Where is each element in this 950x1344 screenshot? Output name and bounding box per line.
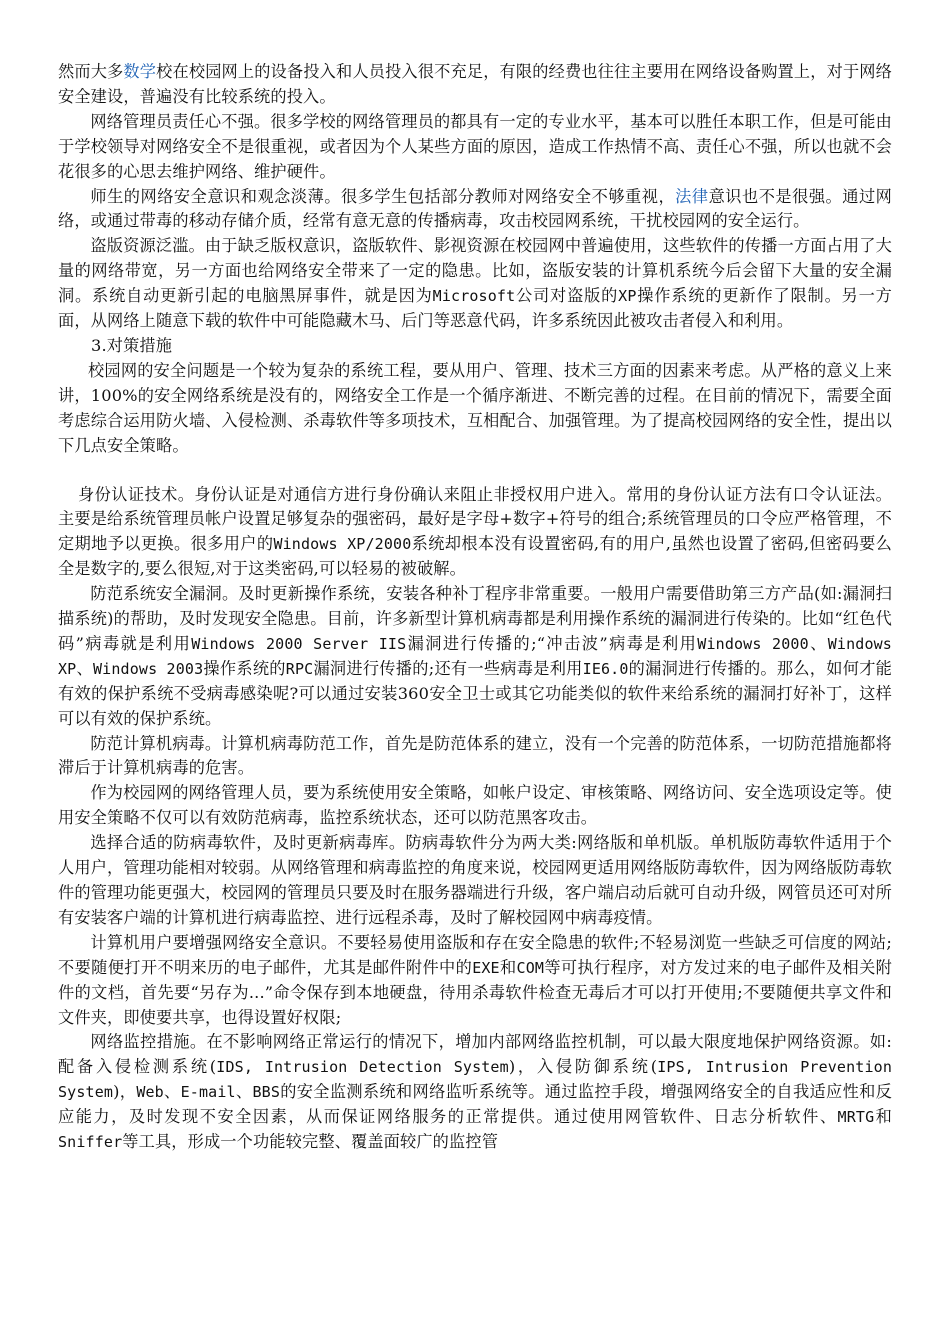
paragraph-term: Windows 2000 Server IIS [191, 634, 407, 653]
paragraph-term: Sniffer [58, 1133, 123, 1152]
paragraph-countermeasures-intro: 校园网的安全问题是一个较为复杂的系统工程，要从用户、管理、技术三方面的因素来考虑。从严格的意义上来讲，100%的安全网络系统是没有的，网络安全工作是一个循序渐进、不断完善的过程。在目前的情况下，需要全面考虑综合运用防火墙、入侵检测、杀毒软件等多项技术，互相配合、加强管理。为了提高校园网络的安全性，提出以下几点安全策略。 [58, 360, 892, 455]
paragraph-text: 的漏洞进行传播的。那么，如何才能有效的保护系统不受病毒感染呢?可以通过安装360安全卫士或其它功能类似的软件来给系统的漏洞打好补丁，这样可以有效的保护系统。 [58, 658, 893, 728]
paragraph-text: 校在校园网上的设备投入和人员投入很不充足，有限的经费也往往主要用在网络设备购置上，对于网络安全建设，普遍没有比较系统的投入。 [58, 62, 892, 106]
paragraph-security-awareness [58, 185, 892, 235]
paragraph-authentication [58, 483, 892, 583]
paragraph-text: 漏洞进行传播的;还有一些病毒是利用 [313, 658, 583, 678]
paragraph-text: 、 [76, 658, 93, 678]
paragraph-piracy [58, 234, 892, 334]
paragraph-text: 操作系统的 [203, 658, 286, 678]
blank-line [58, 459, 892, 483]
paragraph-text: 操作系统的更新作了限制。另一方面，从网络上随意下载的软件中可能隐藏木马、后门等恶意代码，许多系统因此被攻击者侵入和利用。 [58, 286, 892, 331]
paragraph-vulnerabilities [58, 582, 892, 731]
paragraph-term: Windows 2000 [697, 634, 809, 653]
paragraph-text: 师生的网络安全意识和观念淡薄。很多学生包括部分教师对网络安全不够重视， [90, 186, 676, 206]
paragraph-security-policy: 作为校园网的网络管理人员，要为系统使用安全策略，如帐户设定、审核策略、网络访问、安全选项设定等。使用安全策略不仅可以有效防范病毒，监控系统状态，还可以防范黑客攻击。 [58, 783, 892, 828]
paragraph-text: 公司对盗版的 [515, 286, 619, 306]
paragraph-text: 和 [874, 1107, 892, 1127]
paragraph-admin-responsibility: 网络管理员责任心不强。很多学校的网络管理员的都具有一定的专业水平，基本可以胜任本职工作，但是可能由于学校领导对网络安全不是很重视，或者因为个人某些方面的原因，造成工作热情不高、责任心不强，所以也就不会花很多的心思去维护网络、维护硬件。 [58, 111, 892, 181]
paragraph-term: E-mail [180, 1083, 236, 1102]
paragraph-funding [58, 60, 892, 110]
paragraph-term: Microsoft [432, 287, 516, 306]
paragraph-text: 网络监控措施。在不影响网络正常运行的情况下，增加内部网络监控机制，可以最大限度地保护网络资源。如:配备入侵检测系统( [58, 1032, 892, 1077]
section-heading: 3.对策措施 [91, 335, 173, 355]
paragraph-virus-prevention: 防范计算机病毒。计算机病毒防范工作，首先是防范体系的建立，没有一个完善的防范体系，一切防范措施都将滞后于计算机病毒的危害。 [58, 733, 892, 778]
paragraph-term: IDS, Intrusion Detection System [216, 1058, 509, 1077]
paragraph-text: 、 [163, 1082, 181, 1102]
paragraph-term: Windows 2003 [92, 659, 204, 678]
paragraph-term: Windows XP/2000 [273, 535, 412, 554]
paragraph-monitoring [58, 1030, 892, 1155]
paragraph-text: 防范系统安全漏洞。及时更新操作系统，安装各种补丁程序非常重要。一般用户需要借助第三方产品(如:漏洞扫描系统)的帮助，及时发现安全隐患。目前，许多新型计算机病毒都是利用操作系统的漏洞进行传染的。比如“红色代码”病毒就是利用 [58, 584, 892, 653]
paragraph-text: )， [113, 1082, 137, 1102]
paragraph-text: 、 [808, 633, 828, 653]
paragraph-antivirus: 选择合适的防病毒软件，及时更新病毒库。防病毒软件分为两大类:网络版和单机版。单机版防毒软件适用于个人用户，管理功能相对较弱。从网络管理和病毒监控的角度来说，校园网更适用网络版防毒软件，因为网络版防毒软件的管理功能更强大，校园网的管理员只要及时在服务器端进行升级，客户端启动后就可自动升级，网管员还可对所有安装客户端的计算机进行病毒监控、进行远程杀毒，及时了解校园网中病毒疫情。 [58, 833, 892, 927]
paragraph-text: 然而大多 [58, 62, 124, 81]
paragraph-text: 盗版资源泛滥。由于缺乏版权意识，盗版软件、影视资源在校园网中普遍使用，这些软件的传播一方面占用了大量的网络带宽，另一方面也给网络安全带来了一定的隐患。比如，盗版安装的计算机系统今后会留下大量的安全漏洞。系统自动更新引起的电脑黑屏事件，就是因为 [58, 236, 892, 306]
paragraph-term: IE6.0 [582, 659, 629, 678]
paragraph-text: 系统却根本没有设置密码,有的用户,虽然也设置了密码,但密码要么全是数字的,要么很短,对于这类密码,可以轻易的被破解。 [58, 534, 892, 579]
paragraph-term: IPS, Intrusion Prevention System [58, 1058, 893, 1102]
paragraph-text: 等可执行程序，对方发过来的电子邮件及相关附件的文档，首先要“另存为...”命令保存到本地硬盘，待用杀毒软件检查无毒后才可以打开使用;不要随便共享文件和文件夹，即使要共享，也得设置好权限; [58, 957, 893, 1027]
paragraph-text: 和 [499, 957, 517, 977]
paragraph-text: 的安全监测系统和网络监听系统等。通过监控手段，增强网络安全的自我适应性和反应能力，及时发现不安全因素，从而保证网络服务的正常提供。通过使用网管软件、日志分析软件、 [58, 1082, 892, 1127]
paragraph-text: 计算机用户要增强网络安全意识。不要轻易使用盗版和存在安全隐患的软件;不轻易浏览一些缺乏可信度的网站;不要随便打开不明来历的电子邮件，尤其是邮件附件中的 [58, 932, 892, 977]
paragraph-text: 身份认证技术。身份认证是对通信方进行身份确认来阻止非授权用户进入。常用的身份认证方法有口令认证法。主要是给系统管理员帐户设置足够复杂的强密码，最好是字母+数字+符号的组合;系统管理员的口令应严格管理，不定期地予以更换。很多用户的 [58, 484, 892, 554]
paragraph-text: 意识也不是很强。通过网络，或通过带毒的移动存储介质，经常有意无意的传播病毒，攻击校园网系统，干扰校园网的安全运行。 [58, 186, 892, 231]
paragraph-term: Windows XP [58, 634, 892, 678]
paragraph-term: XP [618, 287, 637, 306]
paragraph-term: BBS [252, 1083, 280, 1102]
paragraph-user-awareness [58, 931, 892, 1031]
paragraph-term: COM [516, 958, 545, 977]
paragraph-term: RPC [285, 659, 314, 678]
law-link[interactable]: 法律 [675, 186, 709, 206]
paragraph-text: )，入侵防御系统( [508, 1057, 658, 1077]
paragraph-text: 漏洞进行传播的;“冲击波”病毒是利用 [406, 633, 698, 653]
paragraph-text: 、 [235, 1082, 253, 1102]
paragraph-term: EXE [472, 958, 500, 977]
paragraph-text: 等工具，形成一个功能较完整、覆盖面较广的监控管 [122, 1132, 499, 1152]
paragraph-term: Web [136, 1083, 164, 1102]
paragraph-term: MRTG [837, 1108, 875, 1127]
math-link[interactable]: 数学 [123, 62, 157, 81]
